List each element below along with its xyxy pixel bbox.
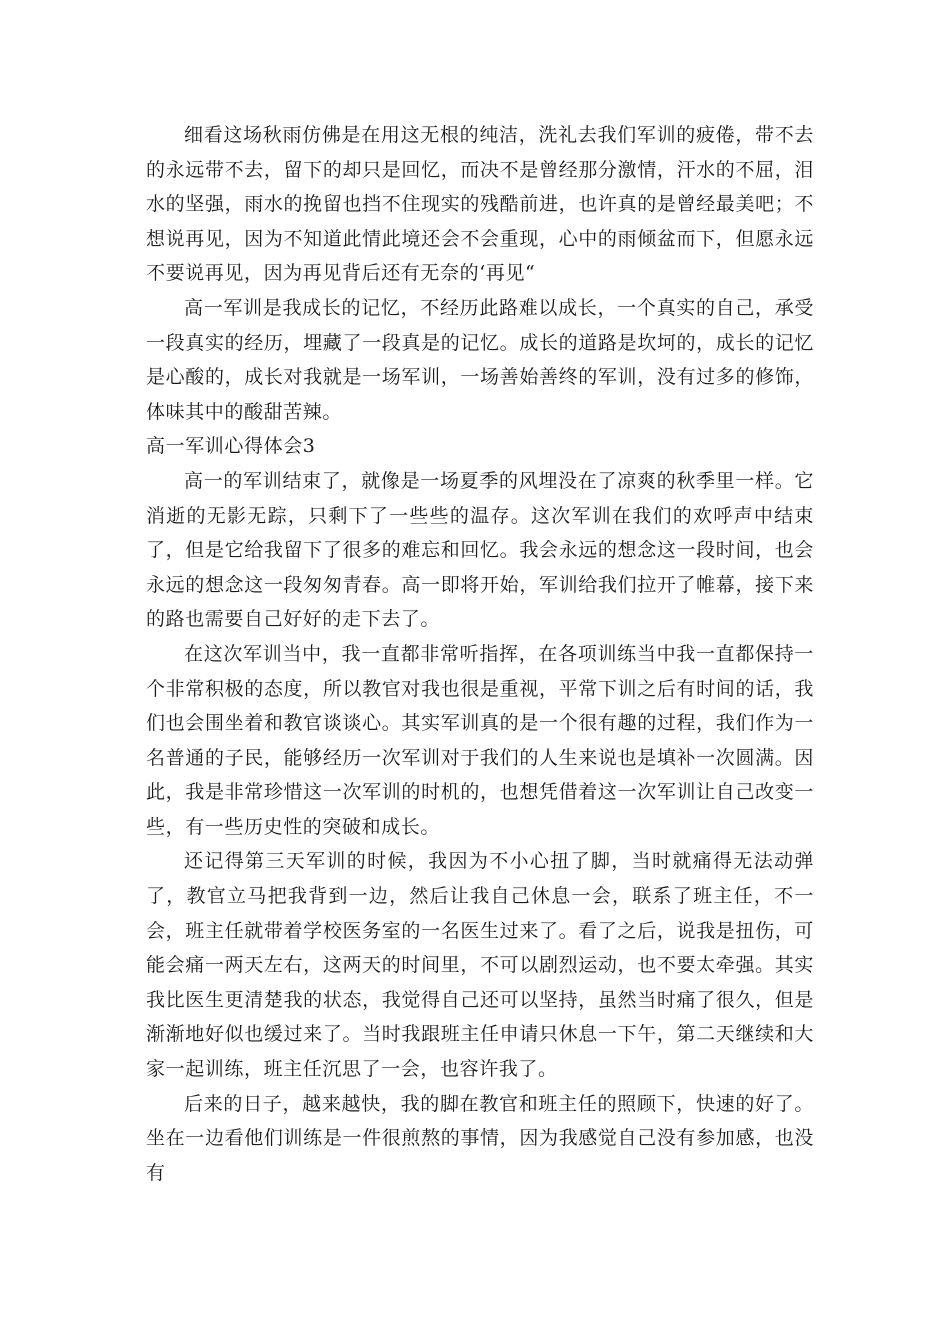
section-heading: 高一军训心得体会3 (146, 435, 316, 458)
paragraph: 细看这场秋雨仿佛是在用这无根的纯洁，洗礼去我们军训的疲倦，带不去的永远带不去，留下的却只是回忆，而决不是曾经那分激情，汗水的不屈，泪水的坚强，雨水的挽留也挡不住现实的残酷前进，也许真的是曾经最美吧；不想说再见，因为不知道此情此境还会不会重现，心中的雨倾盆而下，但愿永远不要说再见，因为再见背后还有无奈的‘再见“ (146, 124, 814, 285)
document-body (146, 118, 814, 1190)
paragraph: 高一的军训结束了，就像是一场夏季的风埋没在了凉爽的秋季里一样。它消逝的无影无踪，只剩下了一些些的温存。这次军训在我们的欢呼声中结束了，但是它给我留下了很多的难忘和回忆。我会永远的想念这一段时间，也会永远的想念这一段匆匆青春。高一即将开始，军训给我们拉开了帷幕，接下来的路也需要自己好好的走下去了。 (146, 469, 814, 631)
paragraph: 还记得第三天军训的时候，我因为不小心扭了脚，当时就痛得无法动弹了，教官立马把我背到一边，然后让我自己休息一会，联系了班主任，不一会，班主任就带着学校医务室的一名医生过来了。看了之后，说我是扭伤，可能会痛一两天左右，这两天的时间里，不可以剧烈运动，也不要太牵强。其实我比医生更清楚我的状态，我觉得自己还可以坚持，虽然当时痛了很久，但是渐渐地好似也缓过来了。当时我跟班主任申请只休息一下午，第二天继续和大家一起训练，班主任沉思了一会，也容许我了。 (146, 850, 814, 1081)
paragraph: 在这次军训当中，我一直都非常听指挥，在各项训练当中我一直都保持一个非常积极的态度，所以教官对我也很是重视，平常下训之后有时间的话，我们也会围坐着和教官谈谈心。其实军训真的是一个很有趣的过程，我们作为一名普通的子民，能够经历一次军训对于我们的人生来说也是填补一次圆满。因此，我是非常珍惜这一次军训的时机的，也想凭借着这一次军训让自己改变一些，有一些历史性的突破和成长。 (146, 642, 814, 838)
paragraph: 高一军训是我成长的记忆，不经历此路难以成长，一个真实的自己，承受一段真实的经历，埋藏了一段真是的记忆。成长的道路是坎坷的，成长的记忆是心酸的，成长对我就是一场军训，一场善始善终的军训，没有过多的修饰，体味其中的酸甜苦辣。 (146, 296, 814, 423)
paragraph: 后来的日子，越来越快，我的脚在教官和班主任的照顾下，快速的好了。坐在一边看他们训练是一件很煎熬的事情，因为我感觉自己没有参加感，也没有 (146, 1092, 814, 1184)
